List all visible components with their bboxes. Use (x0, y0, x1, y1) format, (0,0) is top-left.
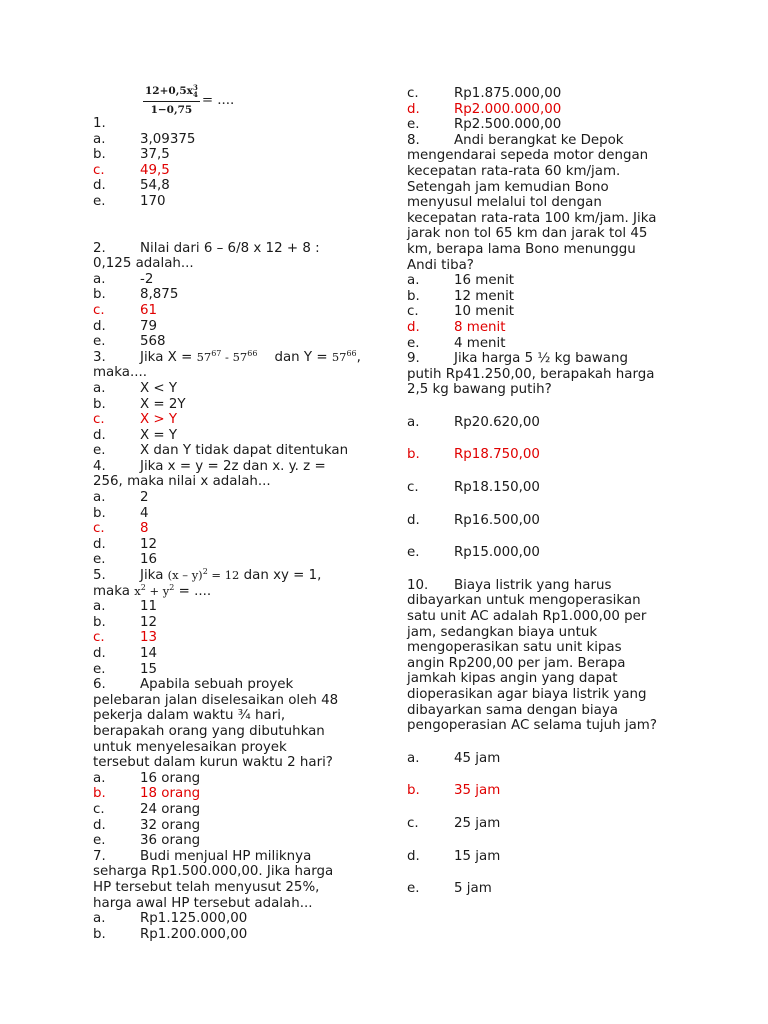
q3-stem-line2: maka.... (93, 365, 148, 381)
q7-option-b: b. Rp1.200.000,00 (93, 926, 248, 942)
q6-stem-line2: pelebaran jalan diselesaikan oleh 48 (93, 692, 339, 708)
q5-stem-line1: 5. Jika (x – y)$^2$ = 12 dan xy = 1, (93, 567, 322, 584)
q9-stem-line2: putih Rp41.250,00, berapakah harga (407, 366, 655, 382)
q2-stem-line2: 0,125 adalah... (93, 256, 194, 272)
question-7 (93, 849, 363, 943)
q5-option-a: a. 11 (93, 599, 158, 615)
q4-option-b: b. 4 (93, 505, 149, 521)
q9-option-b-answer: b. Rp18.750,00 (407, 447, 540, 463)
q1-option-b: b. 37,5 (93, 147, 170, 163)
q8-option-e: e. 4 menit (407, 335, 506, 351)
q10-stem-line6: angin Rp200,00 per jam. Berapa (407, 655, 626, 671)
q10-option-c: c. 25 jam (407, 815, 501, 831)
q9-option-c: c. Rp18.150,00 (407, 480, 540, 496)
q2-option-d: d. 79 (93, 318, 158, 334)
q10-stem-line8: dioperasikan agar biaya listrik yang (407, 687, 647, 702)
q3-stem-line1: 3. Jika $X = 57^{67} - 57^{66}$ dan $Y = 57^{66}$, (93, 348, 361, 365)
q6-option-b-answer: b. 18 orang (93, 786, 201, 802)
q8-stem-line4: Setengah jam kemudian Bono (407, 179, 609, 195)
q3-option-a: a. X < Y (93, 380, 178, 396)
q1-option-d: d. 54,8 (93, 178, 170, 194)
q6-stem-line6: tersebut dalam kurun waktu 2 hari? (93, 755, 333, 771)
q6-stem-line1: 6. Apabila sebuah proyek (93, 677, 294, 693)
q9-stem-line1: 9. Jika harga 5 ½ kg bawang (407, 351, 628, 367)
q4-option-e: e. 16 (93, 552, 158, 568)
question-1 (93, 82, 363, 210)
q10-option-b-answer: b. 35 jam (407, 783, 501, 799)
q3-option-c-answer: c. X > Y (93, 412, 178, 428)
question-3 (93, 350, 363, 459)
q1-label-row (93, 116, 363, 132)
q7-option-a: a. Rp1.125.000,00 (93, 911, 248, 927)
q10-option-d: d. 15 jam (407, 848, 501, 864)
q1-option-c-answer: c. 49,5 (93, 162, 170, 178)
q8-stem-line6: kecepatan rata-rata 100 km/jam. Jika (407, 210, 657, 226)
q8-stem-line7: jarak non tol 65 km dan jarak tol 45 (407, 226, 648, 242)
q10-stem-line5: mengoperasikan satu unit kipas (407, 640, 622, 656)
q2-option-c-answer: c. 61 (93, 302, 158, 318)
q7-option-c: c. Rp1.875.000,00 (407, 86, 562, 101)
q6-stem-line4: berapakah orang yang dibutuhkan (93, 723, 325, 739)
q8-stem-line3: kecepatan rata-rata 60 km/jam. (407, 163, 621, 179)
q3-option-e: e. X dan Y tidak dapat ditentukan (93, 443, 349, 459)
q2-stem-line1: 2. Nilai dari 6 – 6/8 x 12 + 8 : (93, 240, 320, 256)
q7-stem-line3: HP tersebut telah menyusut 25%, (93, 879, 320, 895)
q8-option-c: c. 10 menit (407, 304, 515, 320)
q8-stem-line8: km, berapa lama Bono menunggu (407, 241, 636, 257)
q1-number: 1. (93, 116, 106, 131)
question-8 (407, 133, 677, 351)
q7-option-e: e. Rp2.500.000,00 (407, 117, 562, 133)
q8-option-a: a. 16 menit (407, 273, 515, 289)
q5-stem-line2: maka $x^2 + y^2$ = .... (93, 582, 212, 599)
left-column (93, 82, 363, 942)
q10-stem-line3: satu unit AC adalah Rp1.000,00 per (407, 609, 647, 625)
q10-stem-line10: pengoperasian AC selama tujuh jam? (407, 718, 657, 734)
q10-stem-line7: jamkah kipas angin yang dapat (407, 671, 618, 687)
q4-stem-line2: 256, maka nilai x adalah... (93, 474, 271, 490)
q9-option-e: e. Rp15.000,00 (407, 545, 540, 561)
q6-stem-line5: untuk menyelesaikan proyek (93, 739, 287, 755)
question-7-continued (407, 86, 677, 133)
q1-equals: = .... (201, 93, 235, 109)
q4-option-d: d. 12 (93, 536, 158, 552)
right-column (407, 86, 677, 897)
q8-stem-line9: Andi tiba? (407, 257, 474, 273)
q5-option-d: d. 14 (93, 646, 158, 661)
q10-stem-line1: 10. Biaya listrik yang harus (407, 577, 612, 593)
question-5 (93, 568, 363, 677)
q2-option-a: a. -2 (93, 271, 154, 287)
q7-stem-line4: harga awal HP tersebut adalah... (93, 895, 313, 911)
q7-stem-line2: seharga Rp1.500.000,00. Jika harga (93, 864, 334, 880)
question-10 (407, 578, 677, 897)
q8-stem-line2: mengendarai sepeda motor dengan (407, 148, 649, 164)
q1-numerator: 12+0,5x (145, 84, 193, 97)
q3-option-b: b. X = 2Y (93, 396, 186, 412)
q1-exp-top: 3 (192, 82, 198, 92)
q7-stem-line1: 7. Budi menjual HP miliknya (93, 848, 312, 864)
q3-option-d: d. X = Y (93, 427, 178, 443)
q9-option-a: a. Rp20.620,00 (407, 414, 540, 430)
q4-option-a: a. 2 (93, 490, 149, 506)
q10-stem-line2: dibayarkan untuk mengoperasikan (407, 593, 641, 609)
q1-denominator: 1−0,75 (150, 103, 193, 116)
q7-option-d-answer: d. Rp2.000.000,00 (407, 101, 562, 117)
question-2 (93, 241, 363, 350)
q10-option-a: a. 45 jam (407, 750, 501, 766)
q1-exp-bottom: 4 (192, 89, 198, 99)
q5-option-c-answer: c. 13 (93, 630, 158, 646)
q8-option-b: b. 12 menit (407, 288, 515, 304)
q6-option-e: e. 36 orang (93, 833, 201, 849)
q9-option-d: d. Rp16.500,00 (407, 512, 540, 528)
q6-stem-line3: pekerja dalam waktu ¾ hari, (93, 708, 286, 724)
q2-option-b: b. 8,875 (93, 287, 179, 303)
q4-option-c-answer: c. 8 (93, 521, 149, 537)
q8-stem-line1: 8. Andi berangkat ke Depok (407, 132, 624, 148)
q1-formula (93, 82, 363, 116)
question-6 (93, 677, 363, 849)
q9-stem-line3: 2,5 kg bawang putih? (407, 382, 552, 398)
q10-stem-line9: dibayarkan sama dengan biaya (407, 702, 618, 718)
q6-option-c: c. 24 orang (93, 801, 201, 817)
q5-option-e: e. 15 (93, 661, 158, 677)
question-9 (407, 351, 677, 561)
q1-option-e: e. 170 (93, 193, 166, 209)
q2-option-e: e. 568 (93, 334, 166, 350)
q8-option-d-answer: d. 8 menit (407, 319, 506, 335)
question-4 (93, 459, 363, 568)
q6-option-d: d. 32 orang (93, 817, 201, 833)
q1-fraction (143, 84, 200, 118)
q4-stem-line1: 4. Jika x = y = 2z dan x. y. z = (93, 458, 326, 474)
q10-stem-line4: jam, sedangkan biaya untuk (407, 624, 598, 640)
q1-option-a: a. 3,09375 (93, 131, 196, 147)
q8-stem-line5: menyusul melalui tol dengan (407, 195, 602, 211)
q10-option-e: e. 5 jam (407, 881, 492, 897)
q5-option-b: b. 12 (93, 614, 158, 630)
q6-option-a: a. 16 orang (93, 770, 201, 786)
